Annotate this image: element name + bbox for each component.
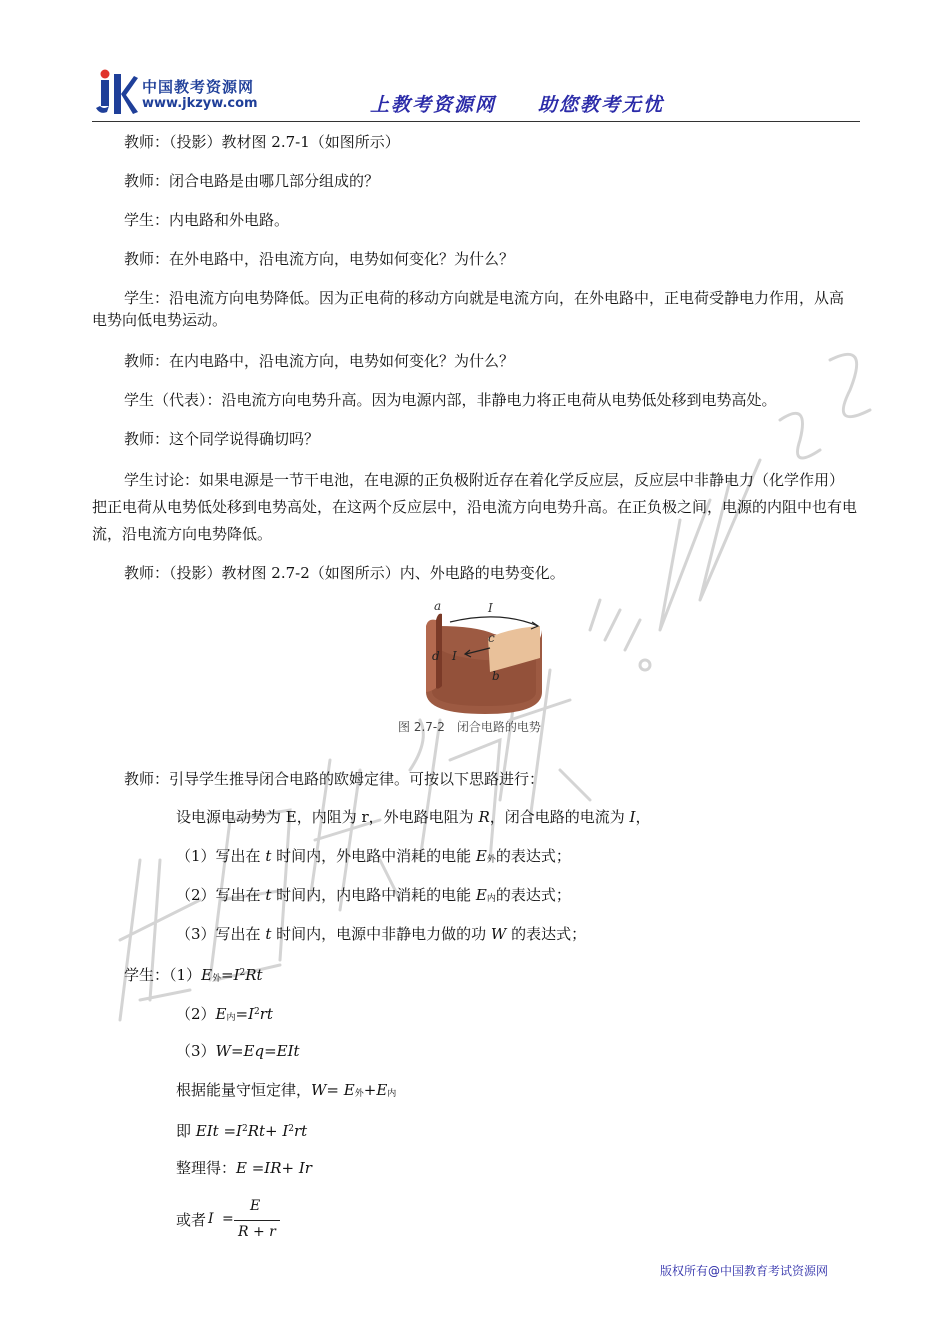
dialogue-line-7: 学生（代表）：沿电流方向电势升高。因为电源内部，非静电力将正电荷从电势低处移到电势高处。: [124, 391, 777, 409]
label-i-top: I: [488, 601, 493, 615]
question-3: （3）写出在 t 时间内，电源中非静电力做的功 W 的表达式；: [176, 925, 587, 943]
jk-logo-icon: [94, 68, 138, 116]
answer-2: $(2)E_内=I^2rt$: [176, 1005, 273, 1023]
header-slogan: [370, 90, 664, 117]
dialogue-line-3: 学生：内电路和外电路。: [124, 211, 290, 229]
page-header: [92, 64, 860, 122]
logo-url: www.jkzyw.com: [142, 96, 258, 111]
answer-3: （3）W=Eq=EIt: [176, 1042, 300, 1060]
answer-1: 学生：$(1)E_外=I^2Rt$: [124, 966, 263, 984]
setup-line: 设电源电动势为 E，内阻为 r，外电路电阻为 R，闭合电路的电流为 I，: [176, 808, 651, 826]
dialogue-line-1: 教师：（投影）教材图 2.7-1（如图所示）: [124, 133, 400, 151]
dialogue-line-5: 学生：沿电流方向电势降低。因为正电荷的移动方向就是电流方向，在外电路中，正电荷受静电力作用，从高电势向低电势运动。: [92, 289, 845, 329]
ohm-law-fraction: I = E R + r: [208, 1198, 278, 1244]
equation-line: 即 EIt $=I^2Rt+ I^2rt$: [176, 1122, 308, 1140]
question-1: （1）写出在 t 时间内，外电路中消耗的电能 $E_外$的表达式；: [176, 847, 571, 865]
label-a: a: [434, 599, 442, 613]
slogan-right: 助您教考无忧: [538, 94, 665, 116]
dialogue-line-6: 教师：在内电路中，沿电流方向，电势如何变化？为什么？: [124, 352, 515, 370]
battery-diagram: [390, 596, 570, 741]
label-i-inner: I: [452, 649, 457, 663]
alternative-label: 或者: [176, 1211, 207, 1229]
label-b: b: [492, 669, 500, 683]
label-d: d: [432, 649, 440, 663]
dialogue-line-8: 教师：这个同学说得确切吗？: [124, 430, 320, 448]
dialogue-line-9: 学生讨论：如果电源是一节干电池，在电源的正负极附近存在着化学反应层，反应层中非静电力（化学作用）把正电荷从电势低处移到电势高处，在这两个反应层中，沿电流方向电势升高。在正负极之间，电源的内阻中也有电流，沿电流方向电势降低。: [92, 471, 858, 543]
battery-potential-figure: [390, 596, 570, 741]
dialogue-line-4: 教师：在外电路中，沿电流方向，电势如何变化？为什么？: [124, 250, 515, 268]
derivation-intro: 教师：引导学生推导闭合电路的欧姆定律。可按以下思路进行：: [124, 770, 545, 788]
energy-conservation-line: 根据能量守恒定律，$W= E_外+E_内$: [176, 1081, 397, 1099]
dialogue-line-10: 教师：（投影）教材图 2.7-2（如图所示）内、外电路的电势变化。: [124, 564, 565, 582]
label-c: c: [488, 631, 495, 645]
simplified-line: 整理得：E =IR+ Ir: [176, 1159, 312, 1177]
slogan-left: 上教考资源网: [370, 94, 497, 116]
figure-caption: 图 2.7-2 闭合电路的电势: [398, 720, 541, 734]
header-divider: [92, 121, 860, 122]
logo-site-name: 中国教考资源网: [142, 78, 255, 96]
question-2: （2）写出在 t 时间内，内电路中消耗的电能 $E_内$的表达式；: [176, 886, 571, 904]
dialogue-line-2: 教师：闭合电路是由哪几部分组成的？: [124, 172, 380, 190]
copyright-footer: 版权所有@中国教育考试资源网: [660, 1264, 829, 1278]
fraction-bar: [234, 1220, 280, 1221]
